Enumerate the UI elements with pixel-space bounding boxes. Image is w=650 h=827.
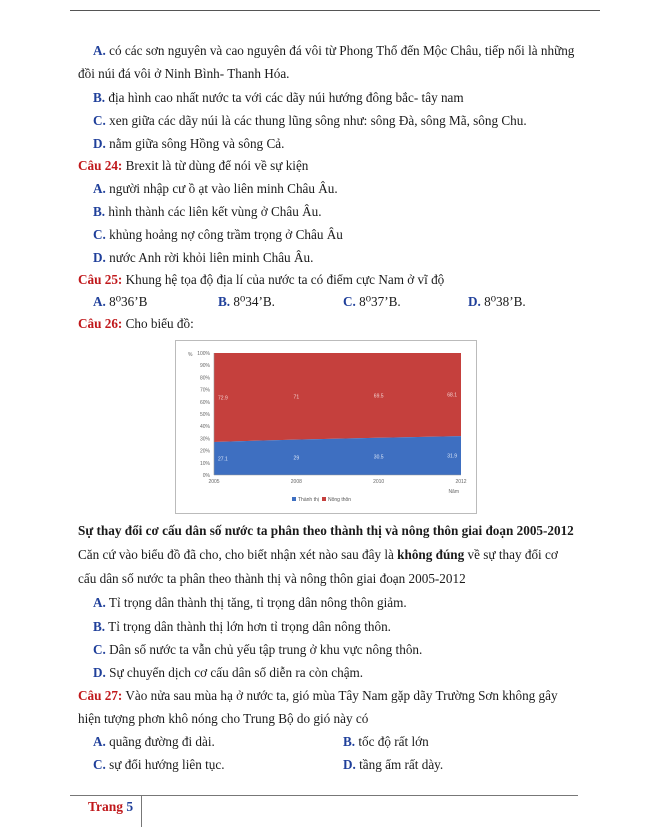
y-tick-label: 100% [197, 351, 210, 357]
q24-option-b: B. hình thành các liên kết vùng ở Châu Âu. [93, 204, 322, 219]
legend-swatch-nong-thon [322, 497, 326, 501]
data-label-nong-thon: 69.5 [373, 393, 384, 400]
q23-option-d: D. nằm giữa sông Hồng và sông Cả. [93, 136, 285, 151]
q27-stem-line-1: Câu 27: Vào nửa sau mùa hạ ở nước ta, gió mùa Tây Nam gặp dãy Trường Sơn không gây [78, 688, 558, 703]
q24-option-d: D. nước Anh rời khỏi liên minh Châu Âu. [93, 250, 314, 265]
q25-option-c: C. 8⁰37’B. [343, 294, 401, 309]
y-tick-label: 60% [199, 399, 210, 406]
footer-divider [141, 795, 142, 827]
q26-option-c: C. Dân số nước ta vẫn chủ yếu tập trung ở khu vực nông thôn. [93, 642, 423, 657]
top-rule [70, 10, 600, 11]
q26-option-a: A. Tỉ trọng dân thành thị tăng, tỉ trọng dân nông thôn giảm. [93, 595, 407, 610]
q23-option-a-continuation: đồi núi đá vôi ở Ninh Bình- Thanh Hóa. [78, 66, 290, 81]
q25-option-a: A. 8⁰36’B [93, 294, 148, 309]
chart-svg [176, 341, 476, 513]
data-label-thanh-thi: 27.1 [218, 456, 228, 463]
q25-option-b: B. 8⁰34’B. [218, 294, 275, 309]
q26-option-d: D. Sự chuyển dịch cơ cấu dân số diễn ra còn chậm. [93, 665, 364, 680]
x-tick-label: 2010 [373, 479, 385, 485]
legend-label-nong-thon: Nông thôn [328, 497, 352, 503]
q26-instruction-line-1: Căn cứ vào biểu đồ đã cho, cho biết nhận xét nào sau đây là không đúng về sự thay đổi cơ [78, 547, 558, 562]
x-tick-label: 2012 [455, 479, 467, 485]
q26-stem: Câu 26: Cho biểu đồ: [78, 316, 194, 331]
q27-option-d: D. tầng ẩm rất dày. [343, 757, 444, 772]
y-tick-label: 40% [199, 424, 210, 431]
data-label-thanh-thi: 29 [293, 455, 300, 462]
y-axis-unit: % [188, 352, 193, 358]
x-axis-title: Năm [448, 489, 459, 495]
area-nong-thon [214, 353, 461, 442]
q25-option-d: D. 8⁰38’B. [468, 294, 526, 309]
data-label-thanh-thi: 31.9 [447, 453, 457, 460]
legend-label-thanh-thi: Thành thị [298, 497, 319, 503]
y-tick-label: 90% [199, 363, 210, 370]
data-label-nong-thon: 71 [293, 394, 300, 401]
q23-option-c: C. xen giữa các dãy núi là các thung lũng sông như: sông Đà, sông Mã, sông Chu. [93, 113, 527, 128]
y-tick-label: 50% [199, 412, 210, 418]
q24-option-c: C. khủng hoảng nợ công trầm trọng ở Châu Âu [93, 227, 343, 242]
chart-caption: Sự thay đổi cơ cấu dân số nước ta phân theo thành thị và nông thôn giai đoạn 2005-2012 [78, 523, 574, 538]
q24-stem: Câu 24: Brexit là từ dùng để nói về sự kiện [78, 158, 309, 173]
y-tick-label: 20% [199, 448, 210, 455]
x-tick-label: 2008 [290, 479, 302, 485]
y-tick-label: 70% [199, 387, 210, 394]
q25-stem: Câu 25: Khung hệ tọa độ địa lí của nước ta có điểm cực Nam ở vĩ độ [78, 272, 445, 287]
area-thanh-thi [214, 436, 461, 475]
q27-stem-line-2: hiện tượng phơn khô nóng cho Trung Bộ do gió này có [78, 711, 369, 726]
q23-option-a: A. có các sơn nguyên và cao nguyên đá vôi từ Phong Thổ đến Mộc Châu, tiếp nối là những [93, 43, 575, 58]
y-tick-label: 30% [199, 436, 210, 443]
data-label-nong-thon: 68.1 [447, 392, 457, 399]
q27-option-b: B. tốc độ rất lớn [343, 734, 429, 749]
x-tick-label: 2005 [208, 479, 220, 485]
legend-swatch-thanh-thi [292, 497, 296, 501]
q27-option-c: C. sự đổi hướng liên tục. [93, 757, 225, 772]
q26-instruction-line-2: cấu dân số nước ta phân theo thành thị và nông thôn giai đoạn 2005-2012 [78, 571, 466, 586]
y-tick-label: 10% [199, 460, 210, 467]
q24-option-a: A. người nhập cư ồ ạt vào liên minh Châu Âu. [93, 181, 338, 196]
q27-option-a: A. quãng đường đi dài. [93, 734, 215, 749]
y-tick-label: 80% [199, 375, 210, 382]
data-label-thanh-thi: 30.5 [373, 454, 384, 461]
q26-option-b: B. Tỉ trọng dân thành thị lớn hơn tỉ trọng dân nông thôn. [93, 619, 391, 634]
data-label-nong-thon: 72.9 [218, 395, 228, 402]
y-tick-label: 0% [202, 473, 210, 479]
population-chart [175, 340, 477, 514]
footer-rule [70, 795, 578, 796]
q23-option-b: B. địa hình cao nhất nước ta với các dãy núi hướng đông bắc- tây nam [93, 90, 464, 105]
page-number: Trang 5 [88, 799, 134, 814]
